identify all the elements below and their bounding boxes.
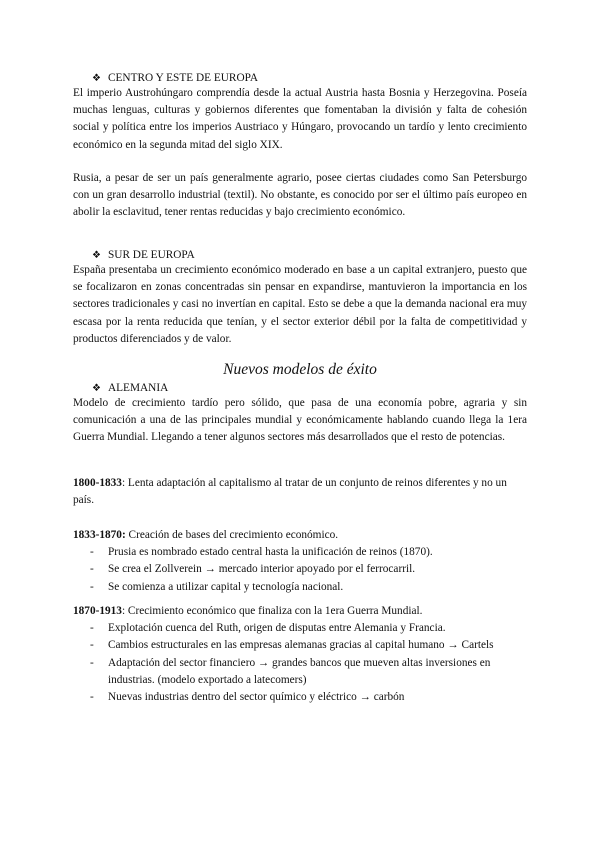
period-1800-1833: 1800-1833: Lenta adaptación al capitalismo al tratar de un conjunto de reinos diferentes y no un país. [73, 477, 507, 507]
list-item: - Nuevas industrias dentro del sector químico y eléctrico → carbón [73, 689, 527, 706]
period-years: 1870-1913 [73, 605, 122, 617]
period-1833-1870-list [73, 544, 527, 596]
diamond-bullet-icon: ❖ [92, 250, 101, 261]
paragraph-austrohungaro: El imperio Austrohúngaro comprendía desde la actual Austria hasta Bosnia y Herzegovina. Poseía muchas lenguas, culturas y gobiernos diferentes que fomentaban la división y falta de cohesión social y política entre los imperios Austriaco y Húngaro, provocando un tardío y lento crecimiento económico en la segunda mitad del siglo XIX. [73, 87, 527, 151]
period-1870-1913-list [73, 620, 527, 706]
list-item: - Prusia es nombrado estado central hasta la unificación de reinos (1870). [73, 544, 527, 561]
period-years: 1800-1833 [73, 477, 122, 489]
diamond-bullet-icon: ❖ [92, 73, 101, 84]
list-item: - Cambios estructurales en las empresas alemanas gracias al capital humano → Cartels [73, 637, 527, 654]
section-subtitle: Nuevos modelos de éxito [223, 361, 377, 378]
list-item: - Adaptación del sector financiero → grandes bancos que mueven altas inversiones en industrias. (modelo exportado a latecomers) [73, 655, 527, 689]
paragraph-alemania-intro: Modelo de crecimiento tardío pero sólido, que pasa de una economía pobre, agraria y sin comunicación a una de las principales mundial y económicamente hablando cuando llega la 1era Guerra Mundial. Llegando a tener algunos sectores más desarrollados que el resto de potencias. [73, 397, 527, 444]
period-1870-1913: 1870-1913: Crecimiento económico que finaliza con la 1era Guerra Mundial. [73, 605, 423, 617]
section-heading-sur: ❖ SUR DE EUROPA [92, 247, 195, 264]
list-item: - Explotación cuenca del Ruth, origen de disputas entre Alemania y Francia. [73, 620, 527, 637]
paragraph-espana: España presentaba un crecimiento económico moderado en base a un capital extranjero, puesto que se focalizaron en zonas concentradas sin pensar en expandirse, mantuvieron la importancia en los sectores tradicionales y casi no invertían en capital. Esto se debe a que la demanda nacional era muy escasa por la renta reducida que tenían, y el sector exterior débil por la falta de competitividad y productos diferenciados y de valor. [73, 264, 527, 345]
period-1833-1870-block [73, 527, 527, 596]
diamond-bullet-icon: ❖ [92, 383, 101, 394]
section-heading-alemania: ❖ ALEMANIA [92, 380, 168, 397]
list-item: - Se comienza a utilizar capital y tecnología nacional. [73, 579, 527, 596]
paragraph-rusia: Rusia, a pesar de ser un país generalmente agrario, posee ciertas ciudades como San Petersburgo con un gran desarrollo industrial (textil). No obstante, es conocido por ser el último país europeo en abolir la esclavitud, tener rentas reducidas y bajo crecimiento económico. [73, 172, 527, 219]
period-years: 1833-1870: [73, 529, 126, 541]
section-heading-centro-este: ❖ CENTRO Y ESTE DE EUROPA [92, 70, 258, 87]
list-item: - Se crea el Zollverein → mercado interior apoyado por el ferrocarril. [73, 561, 527, 578]
period-1833-1870: 1833-1870: Creación de bases del crecimiento económico. [73, 529, 339, 541]
period-1870-1913-block [73, 603, 527, 706]
